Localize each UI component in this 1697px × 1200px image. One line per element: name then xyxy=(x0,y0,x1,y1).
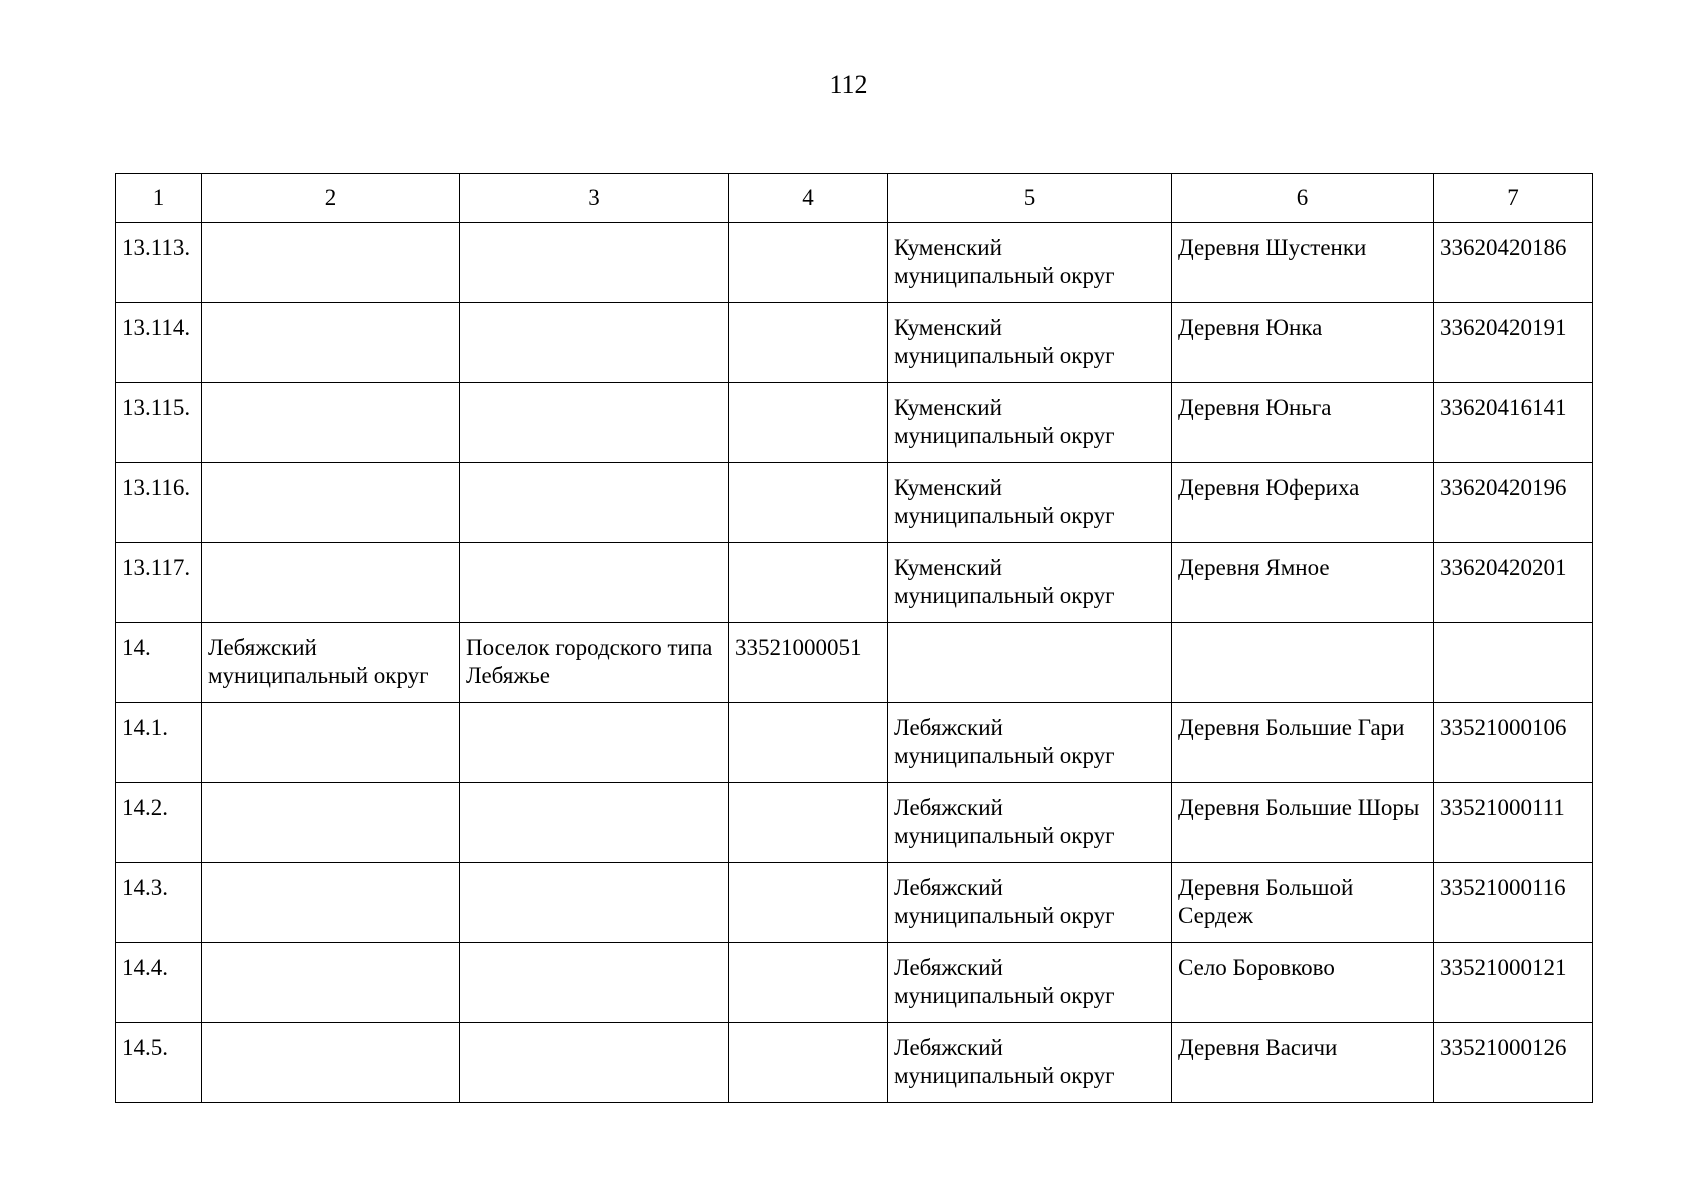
row-number-cell: 14.5. xyxy=(116,1023,202,1103)
registry-table xyxy=(115,173,1593,1103)
district-cell xyxy=(202,303,460,383)
row-number-cell: 14. xyxy=(116,623,202,703)
center-code-cell xyxy=(729,863,888,943)
row-number-cell: 13.115. xyxy=(116,383,202,463)
row-number-cell: 13.117. xyxy=(116,543,202,623)
municipality-cell: Лебяжский муниципальный округ xyxy=(888,863,1172,943)
row-number-cell: 14.3. xyxy=(116,863,202,943)
column-header: 7 xyxy=(1434,174,1593,223)
district-cell xyxy=(202,383,460,463)
settlement-cell: Деревня Ямное xyxy=(1172,543,1434,623)
table-row xyxy=(116,703,1593,783)
district-cell: Лебяжский муниципальный округ xyxy=(202,623,460,703)
table-row xyxy=(116,303,1593,383)
municipality-cell: Куменский муниципальный округ xyxy=(888,223,1172,303)
row-number-cell: 14.1. xyxy=(116,703,202,783)
settlement-code-cell: 33521000126 xyxy=(1434,1023,1593,1103)
settlement-cell: Деревня Васичи xyxy=(1172,1023,1434,1103)
column-header: 5 xyxy=(888,174,1172,223)
settlement-code-cell: 33620420186 xyxy=(1434,223,1593,303)
center-cell xyxy=(460,943,729,1023)
municipality-cell: Куменский муниципальный округ xyxy=(888,303,1172,383)
center-cell xyxy=(460,543,729,623)
district-cell xyxy=(202,783,460,863)
municipality-cell xyxy=(888,623,1172,703)
center-code-cell xyxy=(729,223,888,303)
district-cell xyxy=(202,703,460,783)
settlement-cell: Деревня Юфериха xyxy=(1172,463,1434,543)
row-number-cell: 14.2. xyxy=(116,783,202,863)
settlement-code-cell: 33620416141 xyxy=(1434,383,1593,463)
page-number: 112 xyxy=(829,70,868,99)
column-header: 2 xyxy=(202,174,460,223)
center-cell xyxy=(460,223,729,303)
settlement-code-cell: 33521000121 xyxy=(1434,943,1593,1023)
settlement-code-cell xyxy=(1434,623,1593,703)
municipality-cell: Куменский муниципальный округ xyxy=(888,383,1172,463)
settlement-code-cell: 33521000116 xyxy=(1434,863,1593,943)
center-cell xyxy=(460,303,729,383)
column-number-row xyxy=(116,174,1593,223)
row-number-cell: 13.116. xyxy=(116,463,202,543)
settlement-cell: Село Боровково xyxy=(1172,943,1434,1023)
center-cell xyxy=(460,1023,729,1103)
municipality-cell: Лебяжский муниципальный округ xyxy=(888,1023,1172,1103)
table-row xyxy=(116,943,1593,1023)
settlement-code-cell: 33620420191 xyxy=(1434,303,1593,383)
settlement-cell: Деревня Большие Шоры xyxy=(1172,783,1434,863)
center-code-cell xyxy=(729,943,888,1023)
district-cell xyxy=(202,863,460,943)
center-code-cell xyxy=(729,543,888,623)
municipality-cell: Лебяжский муниципальный округ xyxy=(888,703,1172,783)
municipality-cell: Куменский муниципальный округ xyxy=(888,463,1172,543)
table-row xyxy=(116,1023,1593,1103)
district-cell xyxy=(202,543,460,623)
settlement-code-cell: 33620420196 xyxy=(1434,463,1593,543)
column-header: 4 xyxy=(729,174,888,223)
table-row xyxy=(116,783,1593,863)
column-header: 1 xyxy=(116,174,202,223)
settlement-code-cell: 33521000106 xyxy=(1434,703,1593,783)
row-number-cell: 13.114. xyxy=(116,303,202,383)
table-row xyxy=(116,543,1593,623)
table-row xyxy=(116,863,1593,943)
settlement-code-cell: 33521000111 xyxy=(1434,783,1593,863)
settlement-code-cell: 33620420201 xyxy=(1434,543,1593,623)
row-number-cell: 14.4. xyxy=(116,943,202,1023)
settlement-cell: Деревня Юнка xyxy=(1172,303,1434,383)
table-row xyxy=(116,463,1593,543)
center-cell xyxy=(460,783,729,863)
center-code-cell xyxy=(729,783,888,863)
center-code-cell xyxy=(729,703,888,783)
center-cell xyxy=(460,463,729,543)
settlement-cell: Деревня Юньга xyxy=(1172,383,1434,463)
settlement-cell: Деревня Большие Гари xyxy=(1172,703,1434,783)
district-cell xyxy=(202,943,460,1023)
column-header: 6 xyxy=(1172,174,1434,223)
table-row xyxy=(116,223,1593,303)
center-cell: Поселок городского типа Лебяжье xyxy=(460,623,729,703)
municipality-cell: Лебяжский муниципальный округ xyxy=(888,943,1172,1023)
row-number-cell: 13.113. xyxy=(116,223,202,303)
district-cell xyxy=(202,223,460,303)
table-row xyxy=(116,383,1593,463)
municipality-cell: Лебяжский муниципальный округ xyxy=(888,783,1172,863)
center-cell xyxy=(460,383,729,463)
settlement-cell: Деревня Большой Сердеж xyxy=(1172,863,1434,943)
center-cell xyxy=(460,703,729,783)
settlement-cell: Деревня Шустенки xyxy=(1172,223,1434,303)
column-header: 3 xyxy=(460,174,729,223)
center-code-cell xyxy=(729,1023,888,1103)
center-code-cell xyxy=(729,383,888,463)
district-cell xyxy=(202,1023,460,1103)
table-row xyxy=(116,623,1593,703)
center-code-cell xyxy=(729,303,888,383)
district-cell xyxy=(202,463,460,543)
center-cell xyxy=(460,863,729,943)
municipality-cell: Куменский муниципальный округ xyxy=(888,543,1172,623)
center-code-cell xyxy=(729,463,888,543)
center-code-cell: 33521000051 xyxy=(729,623,888,703)
settlement-cell xyxy=(1172,623,1434,703)
